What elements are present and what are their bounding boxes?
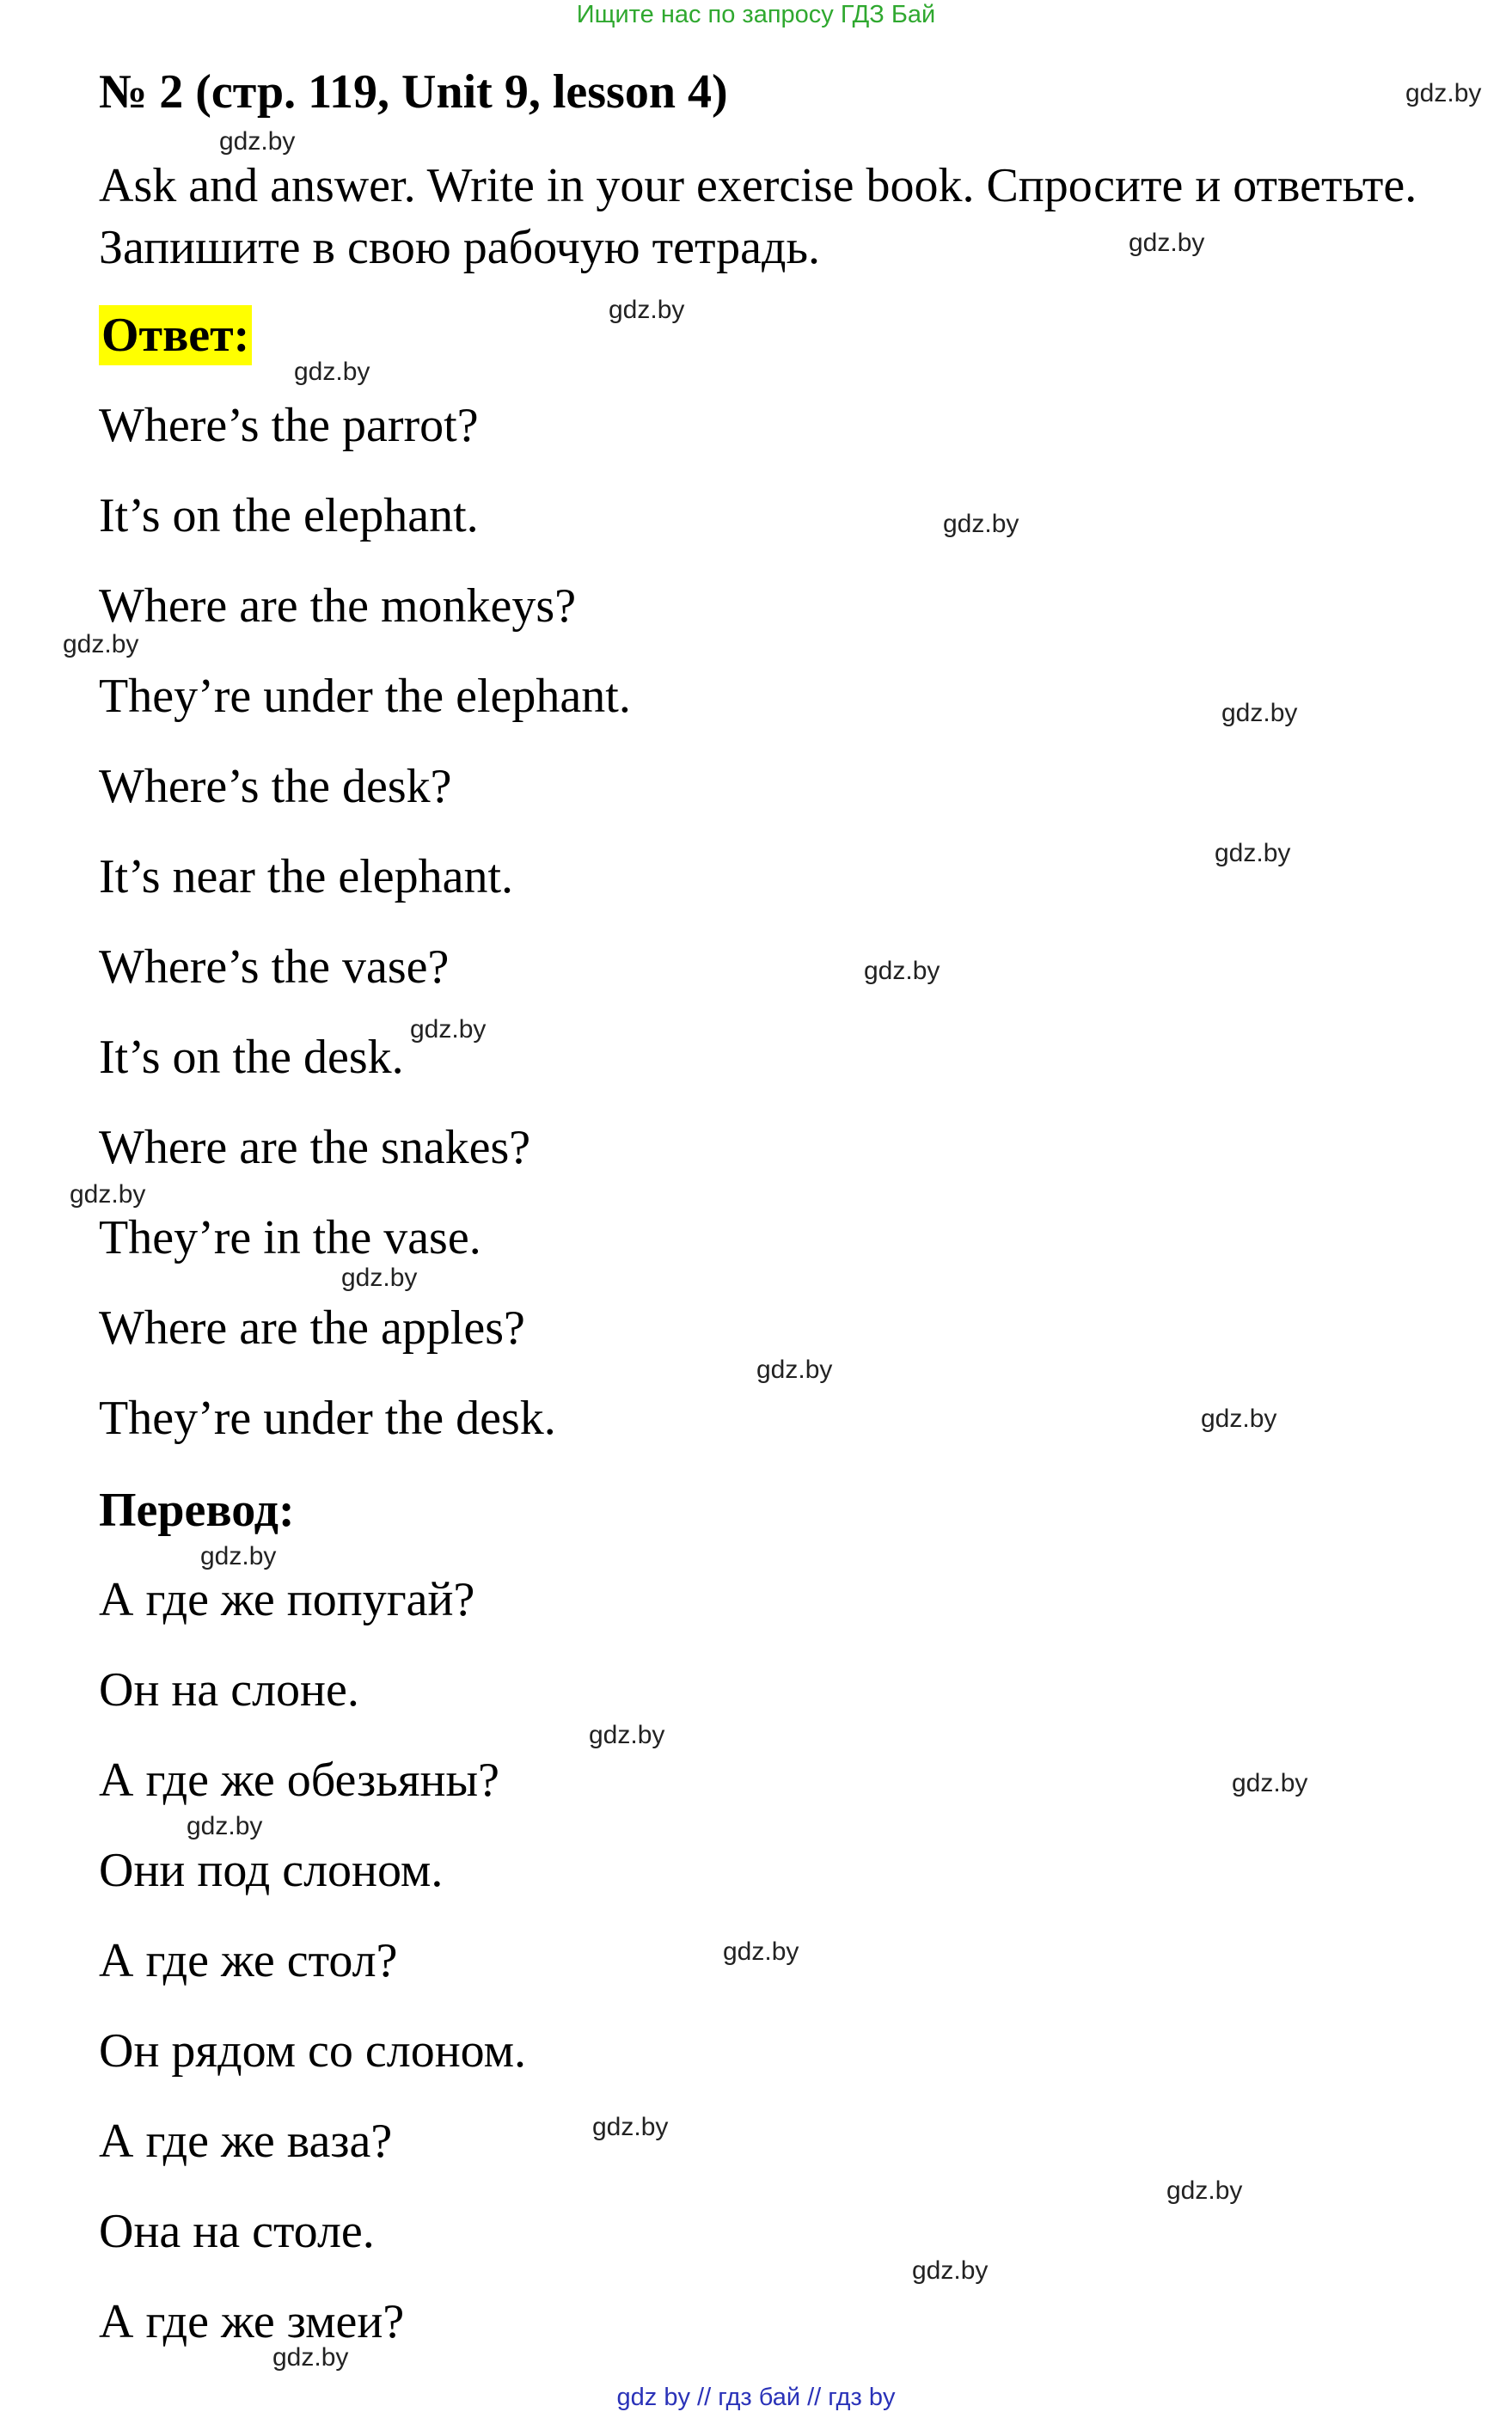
answer-line: Where are the monkeys? — [99, 579, 577, 633]
watermark: gdz.by — [219, 127, 296, 156]
watermark: gdz.by — [410, 1015, 487, 1044]
top-banner: Ищите нас по запросу ГДЗ Бай — [576, 1, 936, 28]
watermark: gdz.by — [1215, 839, 1291, 867]
watermark: gdz.by — [70, 1180, 146, 1209]
answer-line: They’re in the vase. — [99, 1211, 481, 1264]
watermark: gdz.by — [1166, 2176, 1243, 2205]
translation-line: А где же стол? — [99, 1934, 398, 1987]
translation-line: Он рядом со слоном. — [99, 2024, 527, 2078]
translation-line: Они под слоном. — [99, 1844, 444, 1897]
watermark: gdz.by — [1405, 79, 1482, 107]
watermark: gdz.by — [1129, 229, 1205, 257]
answer-line: It’s on the elephant. — [99, 489, 479, 542]
watermark: gdz.by — [609, 296, 685, 324]
watermark: gdz.by — [294, 358, 370, 386]
watermark: gdz.by — [200, 1542, 277, 1570]
watermark: gdz.by — [63, 630, 139, 658]
watermark: gdz.by — [912, 2256, 989, 2285]
watermark: gdz.by — [187, 1812, 263, 1840]
watermark: gdz.by — [943, 510, 1019, 538]
translation-line: Она на столе. — [99, 2205, 375, 2258]
footer-banner: gdz by // гдз бай // гдз by — [616, 2384, 896, 2411]
translation-label: Перевод: — [99, 1484, 295, 1537]
watermark: gdz.by — [1201, 1405, 1277, 1433]
watermark: gdz.by — [723, 1937, 799, 1966]
answer-line: Where’s the parrot? — [99, 399, 479, 452]
watermark: gdz.by — [272, 2343, 349, 2372]
translation-line: А где же ваза? — [99, 2115, 393, 2168]
exercise-instruction: Ask and answer. Write in your exercise book. Спросите и ответьте. Запишите в свою рабочую тетрадь. — [99, 159, 1417, 274]
watermark: gdz.by — [756, 1356, 833, 1384]
translation-line: А где же попугай? — [99, 1573, 475, 1626]
watermark: gdz.by — [864, 957, 940, 985]
watermark: gdz.by — [1221, 699, 1298, 727]
answer-line: It’s near the elephant. — [99, 850, 514, 903]
answer-line: Where’s the desk? — [99, 760, 452, 813]
answer-line: Where are the apples? — [99, 1301, 525, 1355]
translation-line: Он на слоне. — [99, 1663, 359, 1717]
answer-line: They’re under the elephant. — [99, 670, 631, 723]
translation-line: А где же обезьяны? — [99, 1754, 499, 1807]
watermark: gdz.by — [589, 1721, 665, 1749]
answer-line: Where’s the vase? — [99, 940, 450, 994]
answer-line: They’re under the desk. — [99, 1392, 556, 1445]
translation-line: А где же змеи? — [99, 2295, 405, 2348]
watermark: gdz.by — [1232, 1769, 1308, 1797]
exercise-title: № 2 (стр. 119, Unit 9, lesson 4) — [99, 65, 728, 119]
answer-line: Where are the snakes? — [99, 1121, 531, 1174]
answer-label: Ответ: — [99, 305, 252, 365]
answer-line: It’s on the desk. — [99, 1031, 404, 1084]
watermark: gdz.by — [592, 2113, 669, 2141]
watermark: gdz.by — [341, 1264, 418, 1292]
